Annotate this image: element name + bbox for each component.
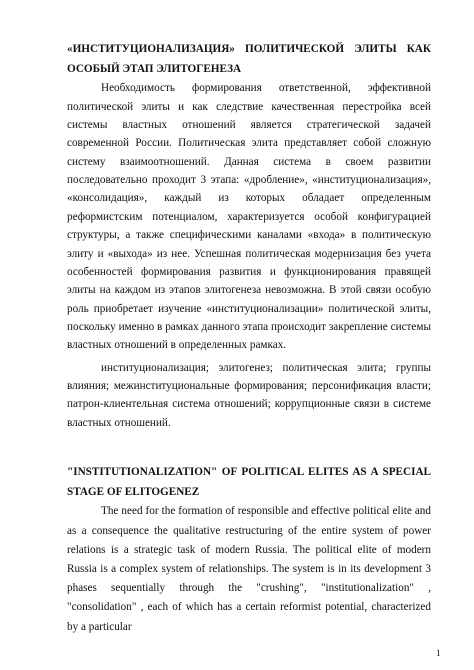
- english-title: "INSTITUTIONALIZATION" OF POLITICAL ELITES AS A SPECIAL STAGE OF ELITOGENEZ: [67, 466, 431, 499]
- russian-abstract: Необходимость формирования ответственной, эффективной политической элиты и как следствие качественная перестройка всей системы властных отношений является стратегической задачей современной России. Политическая элита представляет собой сложную систему взаимоотношений. Данная система в своем развитии последовательно проходит 3 этапа: «дробление», «институционализация», «консолидация», каждый из которых обладает определенным реформистским потенциалом, характеризуется особой конфигурацией структуры, а также специфическими каналами «входа» в политическую элиту и «выхода» из нее. Успешная политическая модернизация без учета особенностей формирования развития и функционирования правящей элиты на каждом из этапов элитогенеза невозможна. В этой связи особую роль приобретает изучение «институционализации» политической элиты, поскольку именно в рамках данного этапа происходит закрепление системы властных отношений в определенных рамках.: [67, 82, 431, 352]
- russian-title: «ИНСТИТУЦИОНАЛИЗАЦИЯ» ПОЛИТИЧЕСКОЙ ЭЛИТЫ КАК ОСОБЫЙ ЭТАП ЭЛИТОГЕНЕЗА: [67, 43, 431, 76]
- english-abstract: The need for the formation of responsible and effective political elite and as a consequence the qualitative restructuring of the entire system of power relations is a strategic task of modern Russia. The political elite of modern Russia is a complex system of relationships. The system is in its development 3 phases sequentially through the "crushing", "institutionalization" , "consolidation" , each of which has a certain reformist potential, characterized by a particular: [67, 505, 431, 633]
- russian-section: [67, 39, 431, 432]
- russian-keywords: институционализация; элитогенез; политическая элита; группы влияния; межинституциональные формирования; персонификация власти; патрон-клиентельная система отношений; коррупционные связи в системе властных отношений.: [67, 361, 431, 429]
- page-number: 1: [436, 648, 441, 658]
- english-section: [67, 462, 431, 637]
